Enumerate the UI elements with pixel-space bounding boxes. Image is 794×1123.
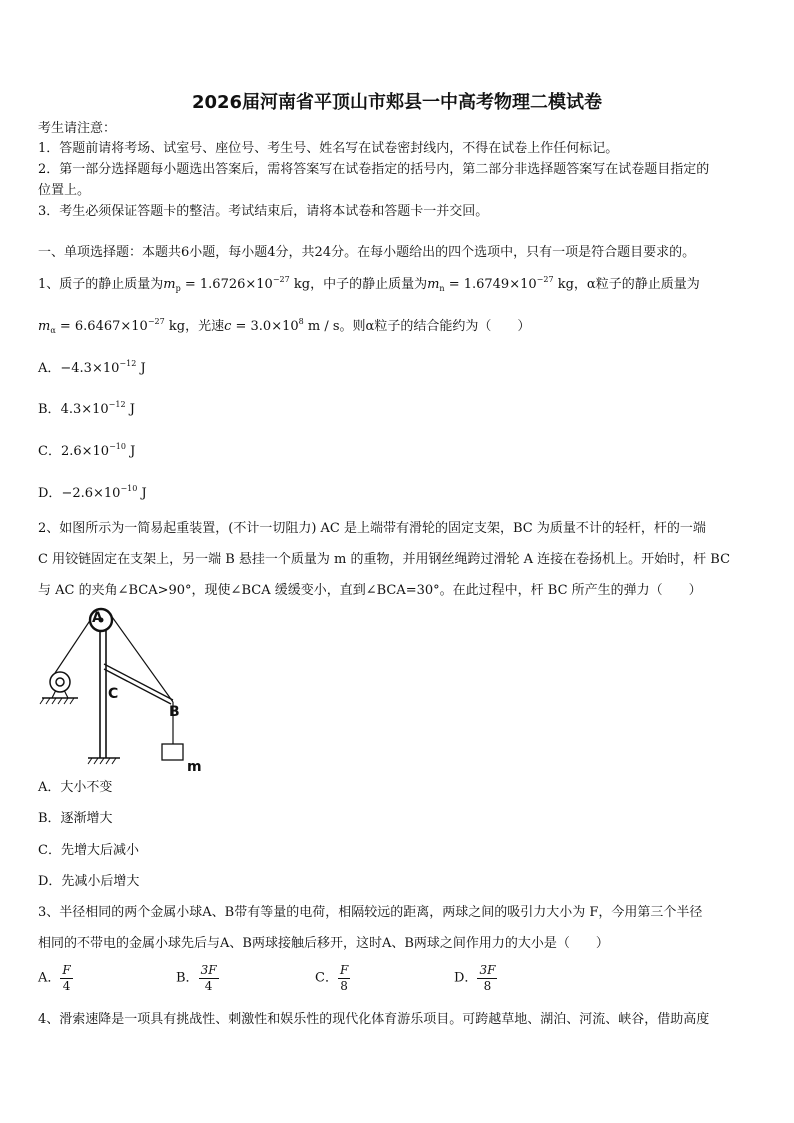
section-heading: 一、单项选择题：本题共6小题，每小题4分，共24分。在每小题给出的四个选项中，只有一项是符合题目要求的。 — [38, 245, 696, 260]
notice-item-1: 1．答题前请将考场、试室号、座位号、考生号、姓名写在试卷密封线内，不得在试卷上作任何标记。 — [38, 141, 619, 156]
question-1-stem-line1: 1、质子的静止质量为$m_p = 1.6726\times 10^{-27}$ kg，中子的静止质量为$m_n = 1.6749\times 10^{-27}$ kg，α粒子的静止质量为 — [38, 275, 700, 293]
question-2-stem-line2: C 用铰链固定在支架上，另一端 B 悬挂一个质量为 m 的重物，并用钢丝绳跨过滑轮 A 连接在卷扬机上。开始时，杆 BC — [38, 552, 731, 567]
notice-item-3: 3．考生必须保证答题卡的整洁。考试结束后，请将本试卷和答题卡一并交回。 — [38, 204, 489, 219]
crane-figure — [38, 606, 218, 778]
question-3-option-d[interactable]: D． $\frac{3F}{8}$ — [454, 963, 496, 993]
label-a: A — [92, 610, 103, 626]
question-1-option-a[interactable]: A．$-4.3\times 10^{-12}$ J — [38, 359, 146, 376]
label-c: C — [108, 686, 119, 702]
question-1-option-c[interactable]: C．$2.6\times 10^{-10}$ J — [38, 442, 136, 459]
question-2-option-b[interactable]: B．逐渐增大 — [38, 811, 113, 826]
label-b: B — [169, 704, 180, 720]
question-3-stem-line1: 3、半径相同的两个金属小球A、B带有等量的电荷，相隔较远的距离，两球之间的吸引力大小为 F，今用第三个半径 — [38, 905, 703, 920]
question-2-stem-line1: 2、如图所示为一简易起重装置，(不计一切阻力) AC 是上端带有滑轮的固定支架，BC 为质量不计的轻杆，杆的一端 — [38, 521, 706, 536]
question-1-stem-line2: $m_\alpha = 6.6467\times 10^{-27}$ kg，光速$c = 3.0\times 10^8$ m / s。则α粒子的结合能约为（ ） — [38, 317, 531, 335]
question-1-option-b[interactable]: B．$4.3\times 10^{-12}$ J — [38, 400, 135, 417]
column-ground-hatch — [88, 758, 116, 764]
question-2-option-d[interactable]: D．先减小后增大 — [38, 874, 140, 889]
question-4-stem-line1: 4、滑索速降是一项具有挑战性、刺激性和娱乐性的现代化体育游乐项目。可跨越草地、湖泊、河流、峡谷，借助高度 — [38, 1012, 710, 1027]
question-3-option-c[interactable]: C． $\frac{F}{8}$ — [315, 963, 349, 993]
question-1-option-d[interactable]: D．$-2.6\times 10^{-10}$ J — [38, 484, 147, 501]
question-2-stem-line3: 与 AC 的夹角∠BCA>90°，现使∠BCA 缓缓变小，直到∠BCA=30°。在此过程中，杆 BC 所产生的弹力（ ） — [38, 583, 702, 598]
notice-heading: 考生请注意： — [38, 121, 117, 136]
question-2-option-a[interactable]: A．大小不变 — [38, 780, 113, 795]
winch-ground-hatch — [40, 698, 74, 704]
question-3-stem-line2: 相同的不带电的金属小球先后与A、B两球接触后移开，这时A、B两球之间作用力的大小是（ ） — [38, 936, 609, 951]
question-2-option-c[interactable]: C．先增大后减小 — [38, 843, 139, 858]
question-3-option-a[interactable]: A． $\frac{F}{4}$ — [38, 963, 71, 993]
notice-item-2-cont: 位置上。 — [38, 183, 91, 198]
label-m: m — [187, 759, 202, 775]
notice-item-2: 2．第一部分选择题每小题选出答案后，需将答案写在试卷指定的括号内，第二部分非选择题答案写在试卷题目指定的 — [38, 162, 710, 177]
question-3-option-b[interactable]: B． $\frac{3F}{4}$ — [176, 963, 217, 993]
rope-winch — [55, 616, 93, 673]
page-title: 2026届河南省平顶山市郏县一中高考物理二模试卷 — [191, 92, 603, 113]
weight-block — [162, 744, 183, 760]
